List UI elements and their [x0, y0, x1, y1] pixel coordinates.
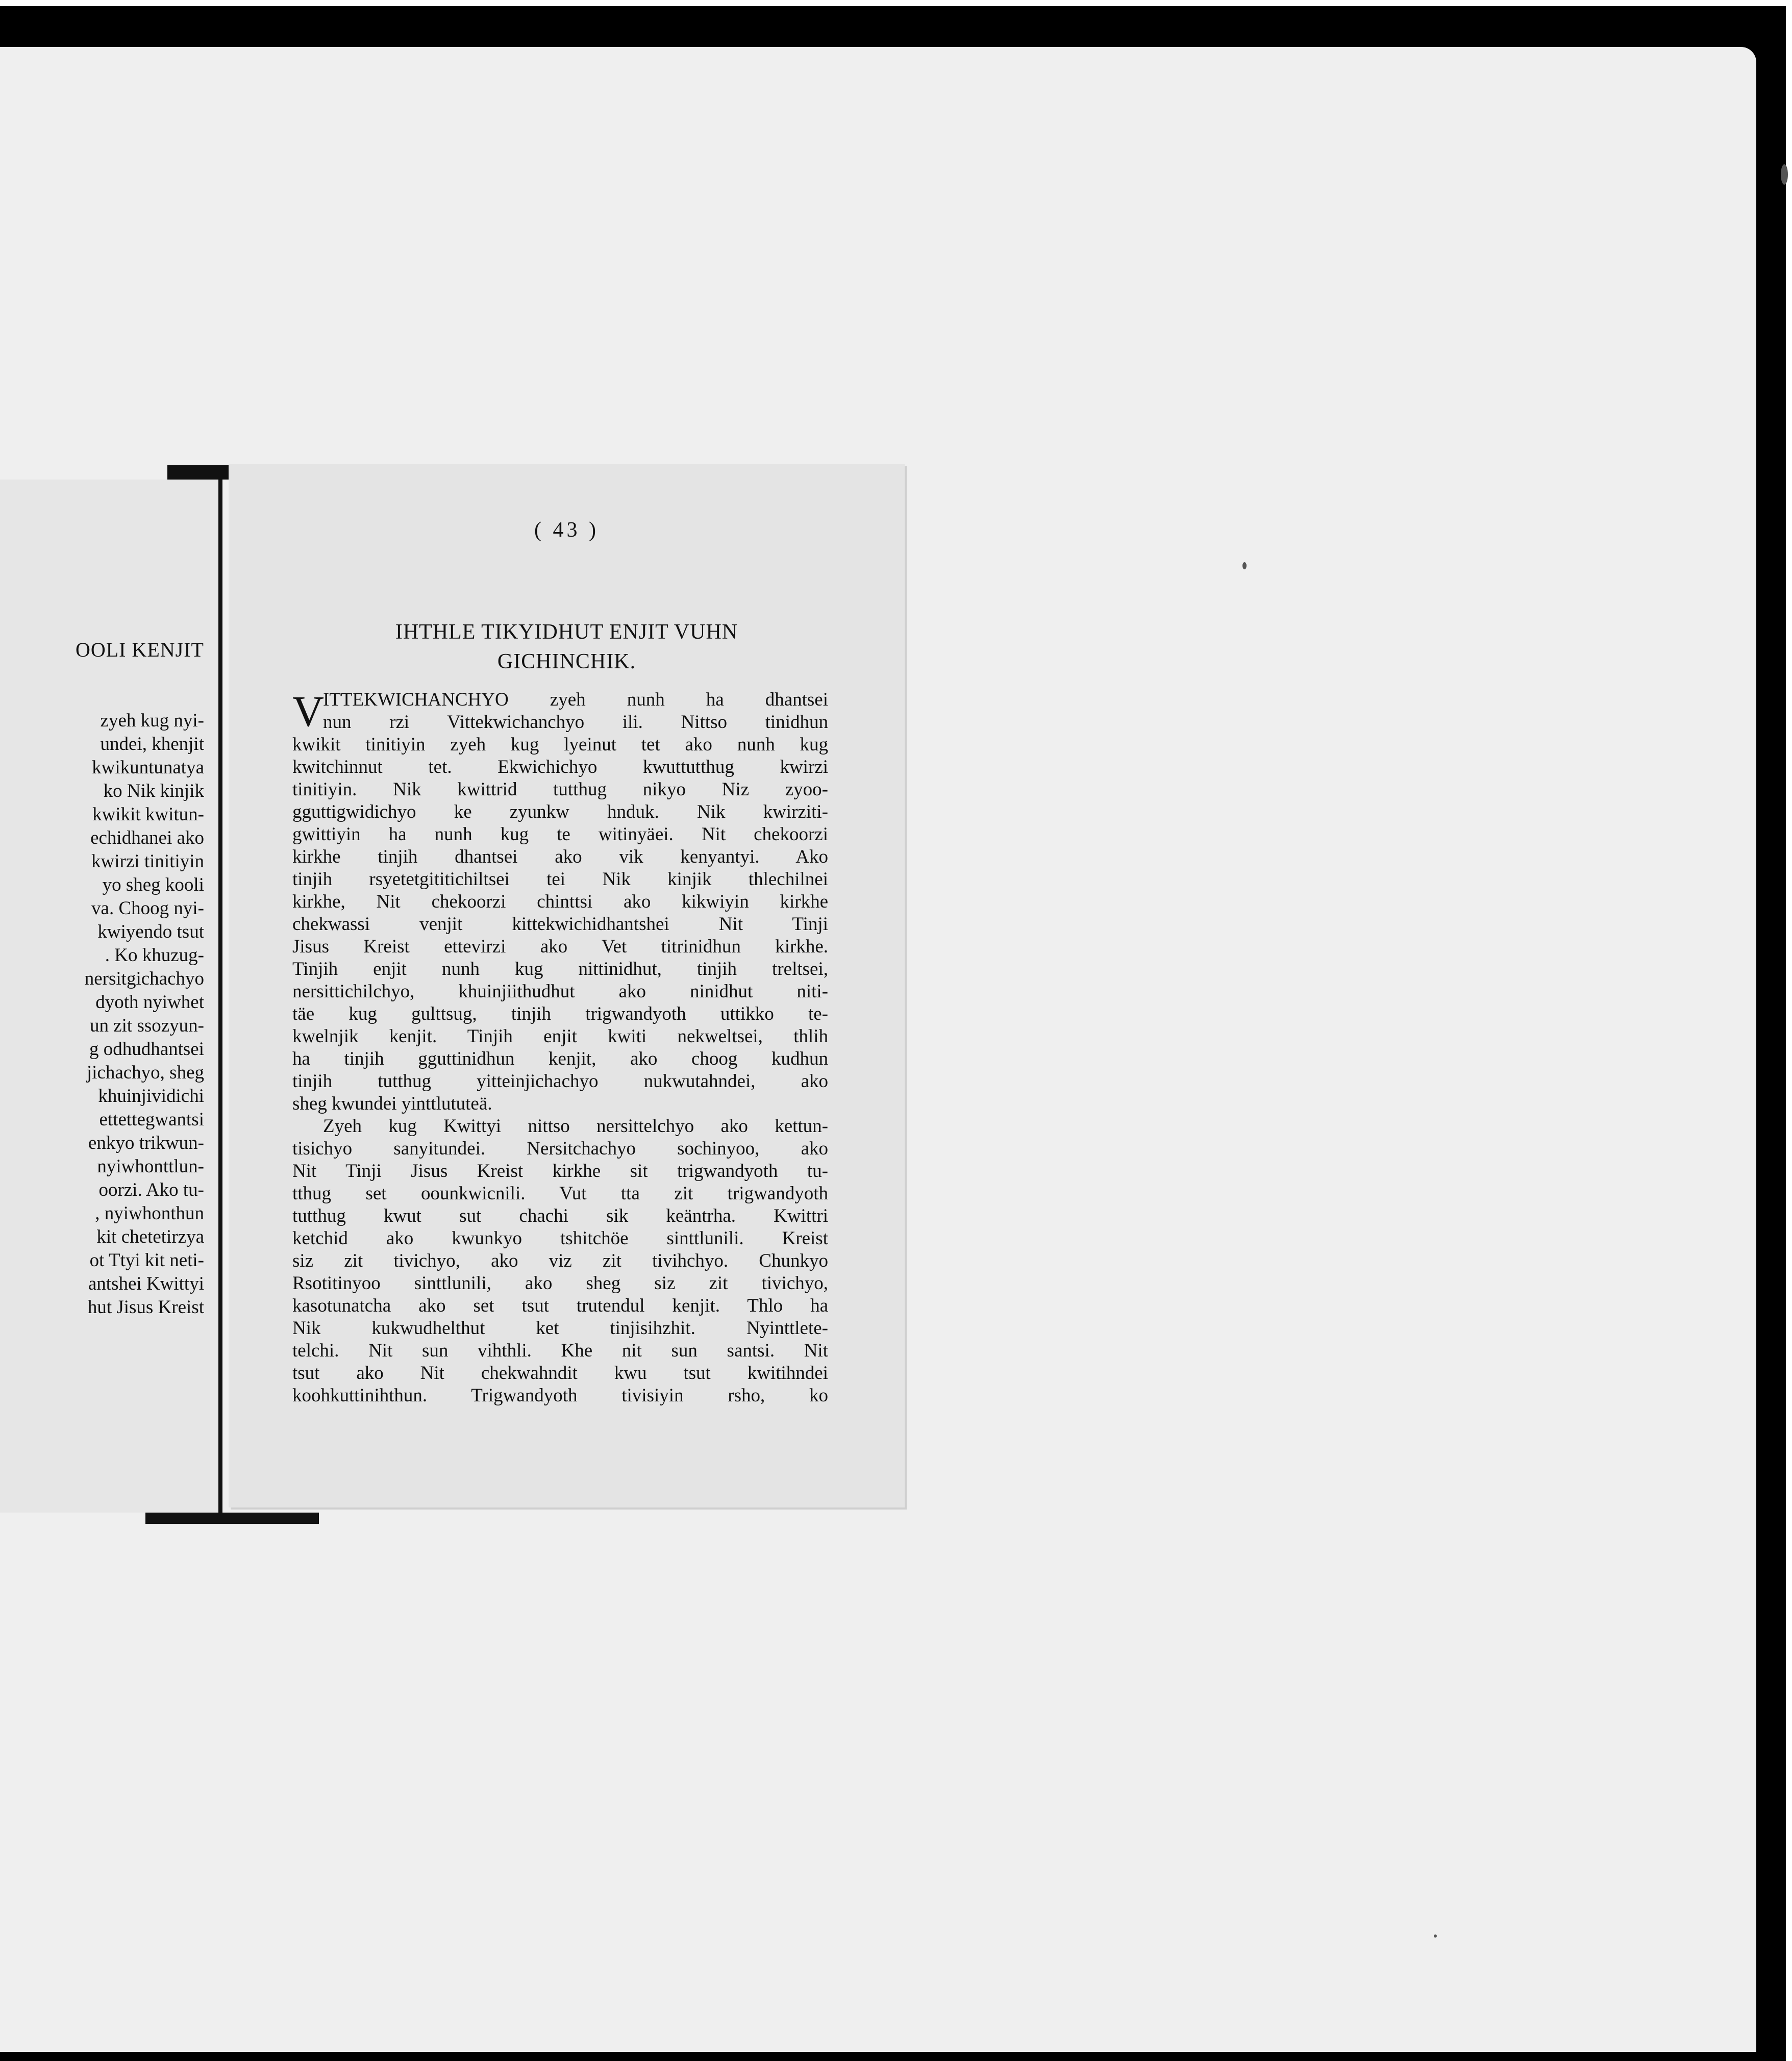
text-line: zyeh kug nyi- — [100, 710, 204, 731]
text-line: nersitgichachyo — [84, 968, 204, 989]
text-line: chekwassi venjit kittekwichidhantshei Nit Tinji — [292, 914, 828, 935]
text-line: jichachyo, sheg — [86, 1062, 204, 1083]
right-book-page — [229, 464, 905, 1507]
text-line: nersittichilchyo, khuinjiithudhut ako ninidhut niti- — [292, 981, 828, 1002]
text-line: antshei Kwittyi — [88, 1273, 204, 1294]
text-line: g odhudhantsei — [89, 1039, 204, 1060]
chapter-title — [229, 617, 905, 676]
text-line: tinjih rsyetetgititichiltsei tei Nik kinjik thlechilnei — [292, 869, 828, 890]
page-number: ( 43 ) — [534, 518, 599, 542]
text-line: , nyiwhonthun — [95, 1203, 204, 1224]
text-line: ITTEKWICHANCHYO zyeh nunh ha dhantsei — [323, 689, 828, 710]
text-line: kwikuntunatya — [92, 757, 204, 778]
text-line: kasotunatcha ako set tsut trutendul kenjit. Thlo ha — [292, 1295, 828, 1316]
scan-speck — [1781, 164, 1788, 185]
text-line: khuinjividichi — [98, 1086, 204, 1107]
drop-cap: V — [292, 687, 325, 736]
text-line: kirkhe tinjih dhantsei ako vik kenyantyi. Ako — [292, 846, 828, 867]
scan-frame-top — [0, 0, 1792, 6]
text-line: kirkhe, Nit chekoorzi chinttsi ako kikwiyin kirkhe — [292, 891, 828, 912]
text-line: yo sheg kooli — [102, 874, 204, 895]
text-line: Nit Tinji Jisus Kreist kirkhe sit trigwandyoth tu- — [292, 1161, 828, 1182]
text-line: enkyo trikwun- — [88, 1133, 204, 1153]
text-line: ha tinjih gguttinidhun kenjit, ako choog kudhun — [292, 1048, 828, 1069]
scan-frame-right — [1786, 0, 1792, 2061]
text-line: Rsotitinyoo sinttlunili, ako sheg siz zit tivichyo, — [292, 1273, 828, 1294]
left-page-heading: OOLI KENJIT — [75, 638, 204, 661]
text-line: tthug set oounkwicnili. Vut tta zit trigwandyoth — [292, 1183, 828, 1204]
text-line: koohkuttinihthun. Trigwandyoth tivisiyin rsho, ko — [292, 1385, 828, 1406]
text-line: gwittiyin ha nunh kug te witinyäei. Nit chekoorzi — [292, 824, 828, 845]
text-line: undei, khenjit — [100, 734, 204, 755]
chapter-title-line: GICHINCHIK. — [497, 650, 636, 673]
text-line: Zyeh kug Kwittyi nittso nersittelchyo ako kettun- — [323, 1116, 828, 1137]
text-line: hut Jisus Kreist — [87, 1297, 204, 1318]
body-text — [292, 689, 828, 1407]
chapter-title-line: IHTHLE TIKYIDHUT ENJIT VUHN — [395, 620, 738, 644]
text-line: nyiwhonttlun- — [97, 1156, 204, 1177]
text-line: tutthug kwut sut chachi sik keäntrha. Kwittri — [292, 1205, 828, 1226]
scan-speck — [1242, 562, 1247, 569]
text-line: va. Choog nyi- — [91, 898, 204, 919]
text-line: täe kug gulttsug, tinjih trigwandyoth uttikko te- — [292, 1003, 828, 1024]
text-line: kwikit tinitiyin zyeh kug lyeinut tet ako nunh kug — [292, 734, 828, 755]
left-book-page — [0, 480, 221, 1513]
text-line: ettettegwantsi — [99, 1109, 204, 1130]
text-line: nun rzi Vittekwichanchyo ili. Nittso tinidhun — [323, 712, 828, 733]
text-line: kwirzi tinitiyin — [91, 851, 204, 872]
text-line: oorzi. Ako tu- — [98, 1179, 204, 1200]
text-line: tisichyo sanyitundei. Nersitchachyo sochinyoo, ako — [292, 1138, 828, 1159]
text-line: ketchid ako kwunkyo tshitchöe sinttlunili. Kreist — [292, 1228, 828, 1249]
text-line: tinitiyin. Nik kwittrid tutthug nikyo Niz zyoo- — [292, 779, 828, 800]
text-line: un zit ssozyun- — [89, 1015, 204, 1036]
scan-speck — [1434, 1934, 1437, 1938]
binding-strip-bottom — [145, 1513, 319, 1524]
text-line: kwikit kwitun- — [92, 804, 204, 825]
text-line: tinjih tutthug yitteinjichachyo nukwutahndei, ako — [292, 1071, 828, 1092]
text-line: sheg kwundei yinttlututeä. — [292, 1093, 492, 1114]
text-line: echidhanei ako — [90, 827, 204, 848]
book-spine — [218, 480, 222, 1515]
text-line: gguttigwidichyo ke zyunkw hnduk. Nik kwirziti- — [292, 801, 828, 822]
text-line: kwiyendo tsut — [97, 921, 204, 942]
text-line: kwitchinnut tet. Ekwichichyo kwuttutthug kwirzi — [292, 757, 828, 777]
text-line: ko Nik kinjik — [103, 781, 204, 801]
text-line: telchi. Nit sun vihthli. Khe nit sun santsi. Nit — [292, 1340, 828, 1361]
text-line: Nik kukwudhelthut ket tinjisihzhit. Nyinttlete- — [292, 1318, 828, 1339]
text-line: tsut ako Nit chekwahndit kwu tsut kwitihndei — [292, 1363, 828, 1384]
text-line: kwelnjik kenjit. Tinjih enjit kwiti nekweltsei, thlih — [292, 1026, 828, 1047]
left-page-text — [0, 709, 204, 1319]
text-line: . Ko khuzug- — [105, 945, 204, 966]
text-line: dyoth nyiwhet — [95, 992, 204, 1013]
text-line: siz zit tivichyo, ako viz zit tivihchyo. Chunkyo — [292, 1250, 828, 1271]
text-line: Jisus Kreist ettevirzi ako Vet titrinidhun kirkhe. — [292, 936, 828, 957]
text-line: Tinjih enjit nunh kug nittinidhut, tinjih treltsei, — [292, 959, 828, 979]
text-line: ot Ttyi kit neti- — [89, 1250, 204, 1271]
text-line: kit chetetirzya — [96, 1226, 204, 1247]
